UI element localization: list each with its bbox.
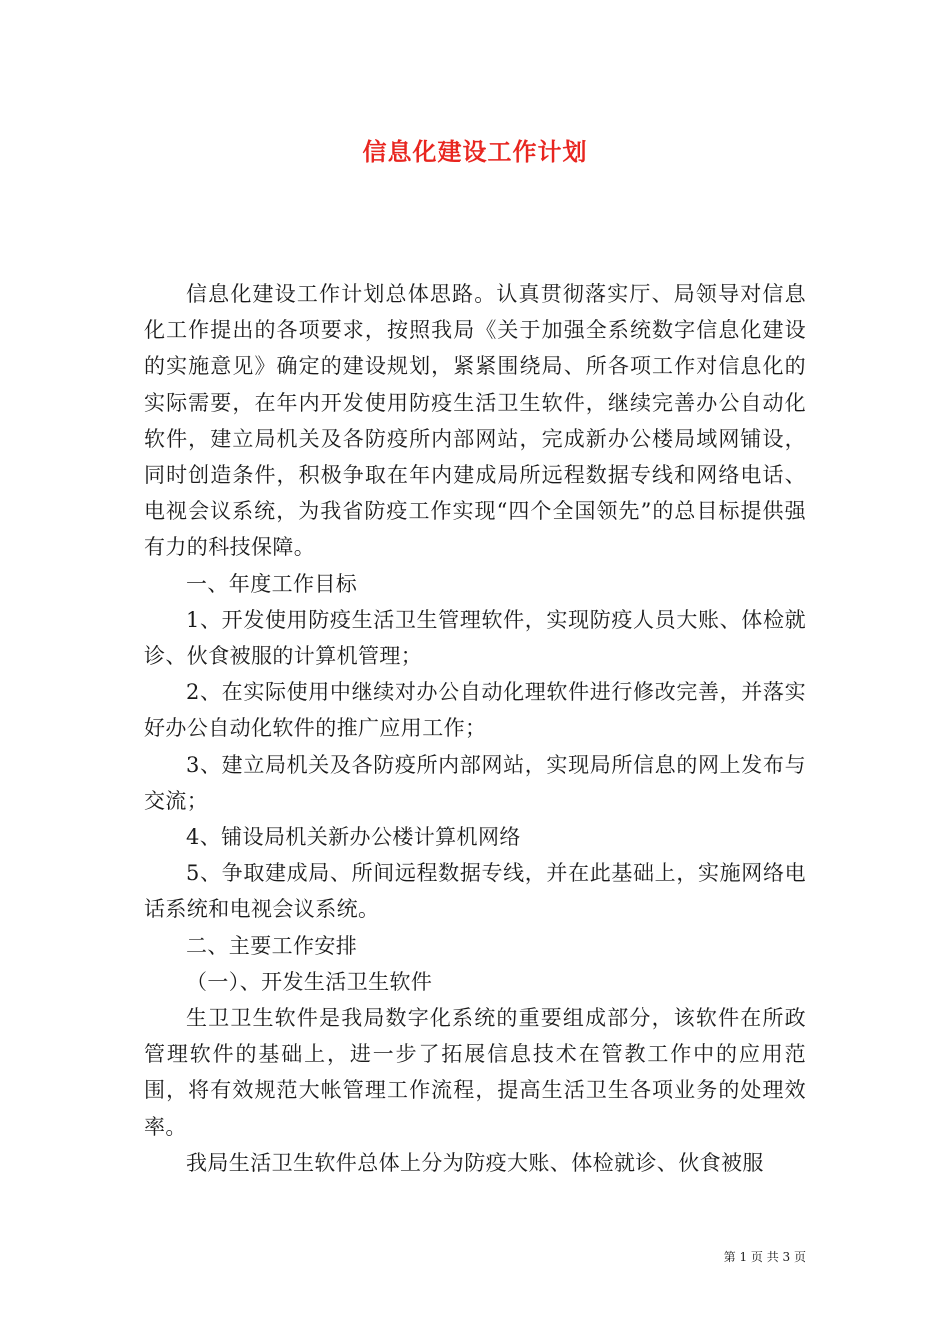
document-body (144, 276, 806, 1181)
goal-item-2: 2、在实际使用中继续对办公自动化理软件进行修改完善，并落实好办公自动化软件的推广应用工作； (144, 680, 806, 741)
page-number-footer: 第 1 页 共 3 页 (723, 1250, 806, 1264)
paragraph-software-intro: 生卫卫生软件是我局数字化系统的重要组成部分，该软件在所政管理软件的基础上，进一步了拓展信息技术在管教工作中的应用范围，将有效规范大帐管理工作流程，提高生活卫生各项业务的处理效率。 (144, 1006, 806, 1139)
goal-item-4: 4、铺设局机关新办公楼计算机网络 (186, 825, 521, 850)
goal-item-3: 3、建立局机关及各防疫所内部网站，实现局所信息的网上发布与交流； (144, 752, 806, 813)
heading-main-tasks: 二、主要工作安排 (186, 933, 358, 958)
goal-item-1: 1、开发使用防疫生活卫生管理软件，实现防疫人员大账、体检就诊、伙食被服的计算机管理； (144, 607, 806, 669)
goal-item-5: 5、争取建成局、所间远程数据专线，并在此基础上，实施网络电话系统和电视会议系统。 (144, 861, 806, 922)
subheading-software-dev: （一）、开发生活卫生软件 (186, 969, 433, 994)
page-title: 信息化建设工作计划 (362, 137, 588, 166)
heading-annual-goals: 一、年度工作目标 (186, 571, 358, 596)
paragraph-overview: 信息化建设工作计划总体思路。认真贯彻落实厅、局领导对信息化工作提出的各项要求，按照我局《关于加强全系统数字信息化建设的实施意见》确定的建设规划，紧紧围绕局、所各项工作对信息化的实际需要，在年内开发使用防疫生活卫生软件，继续完善办公自动化软件，建立局机关及各防疫所内部网站，完成新办公楼局域网铺设，同时创造条件，积极争取在年内建成局所远程数据专线和网络电话、电视会议系统，为我省防疫工作实现“四个全国领先”的总目标提供强有力的科技保障。 (144, 282, 806, 560)
paragraph-software-modules: 我局生活卫生软件总体上分为防疫大账、体检就诊、伙食被服 (186, 1150, 764, 1175)
